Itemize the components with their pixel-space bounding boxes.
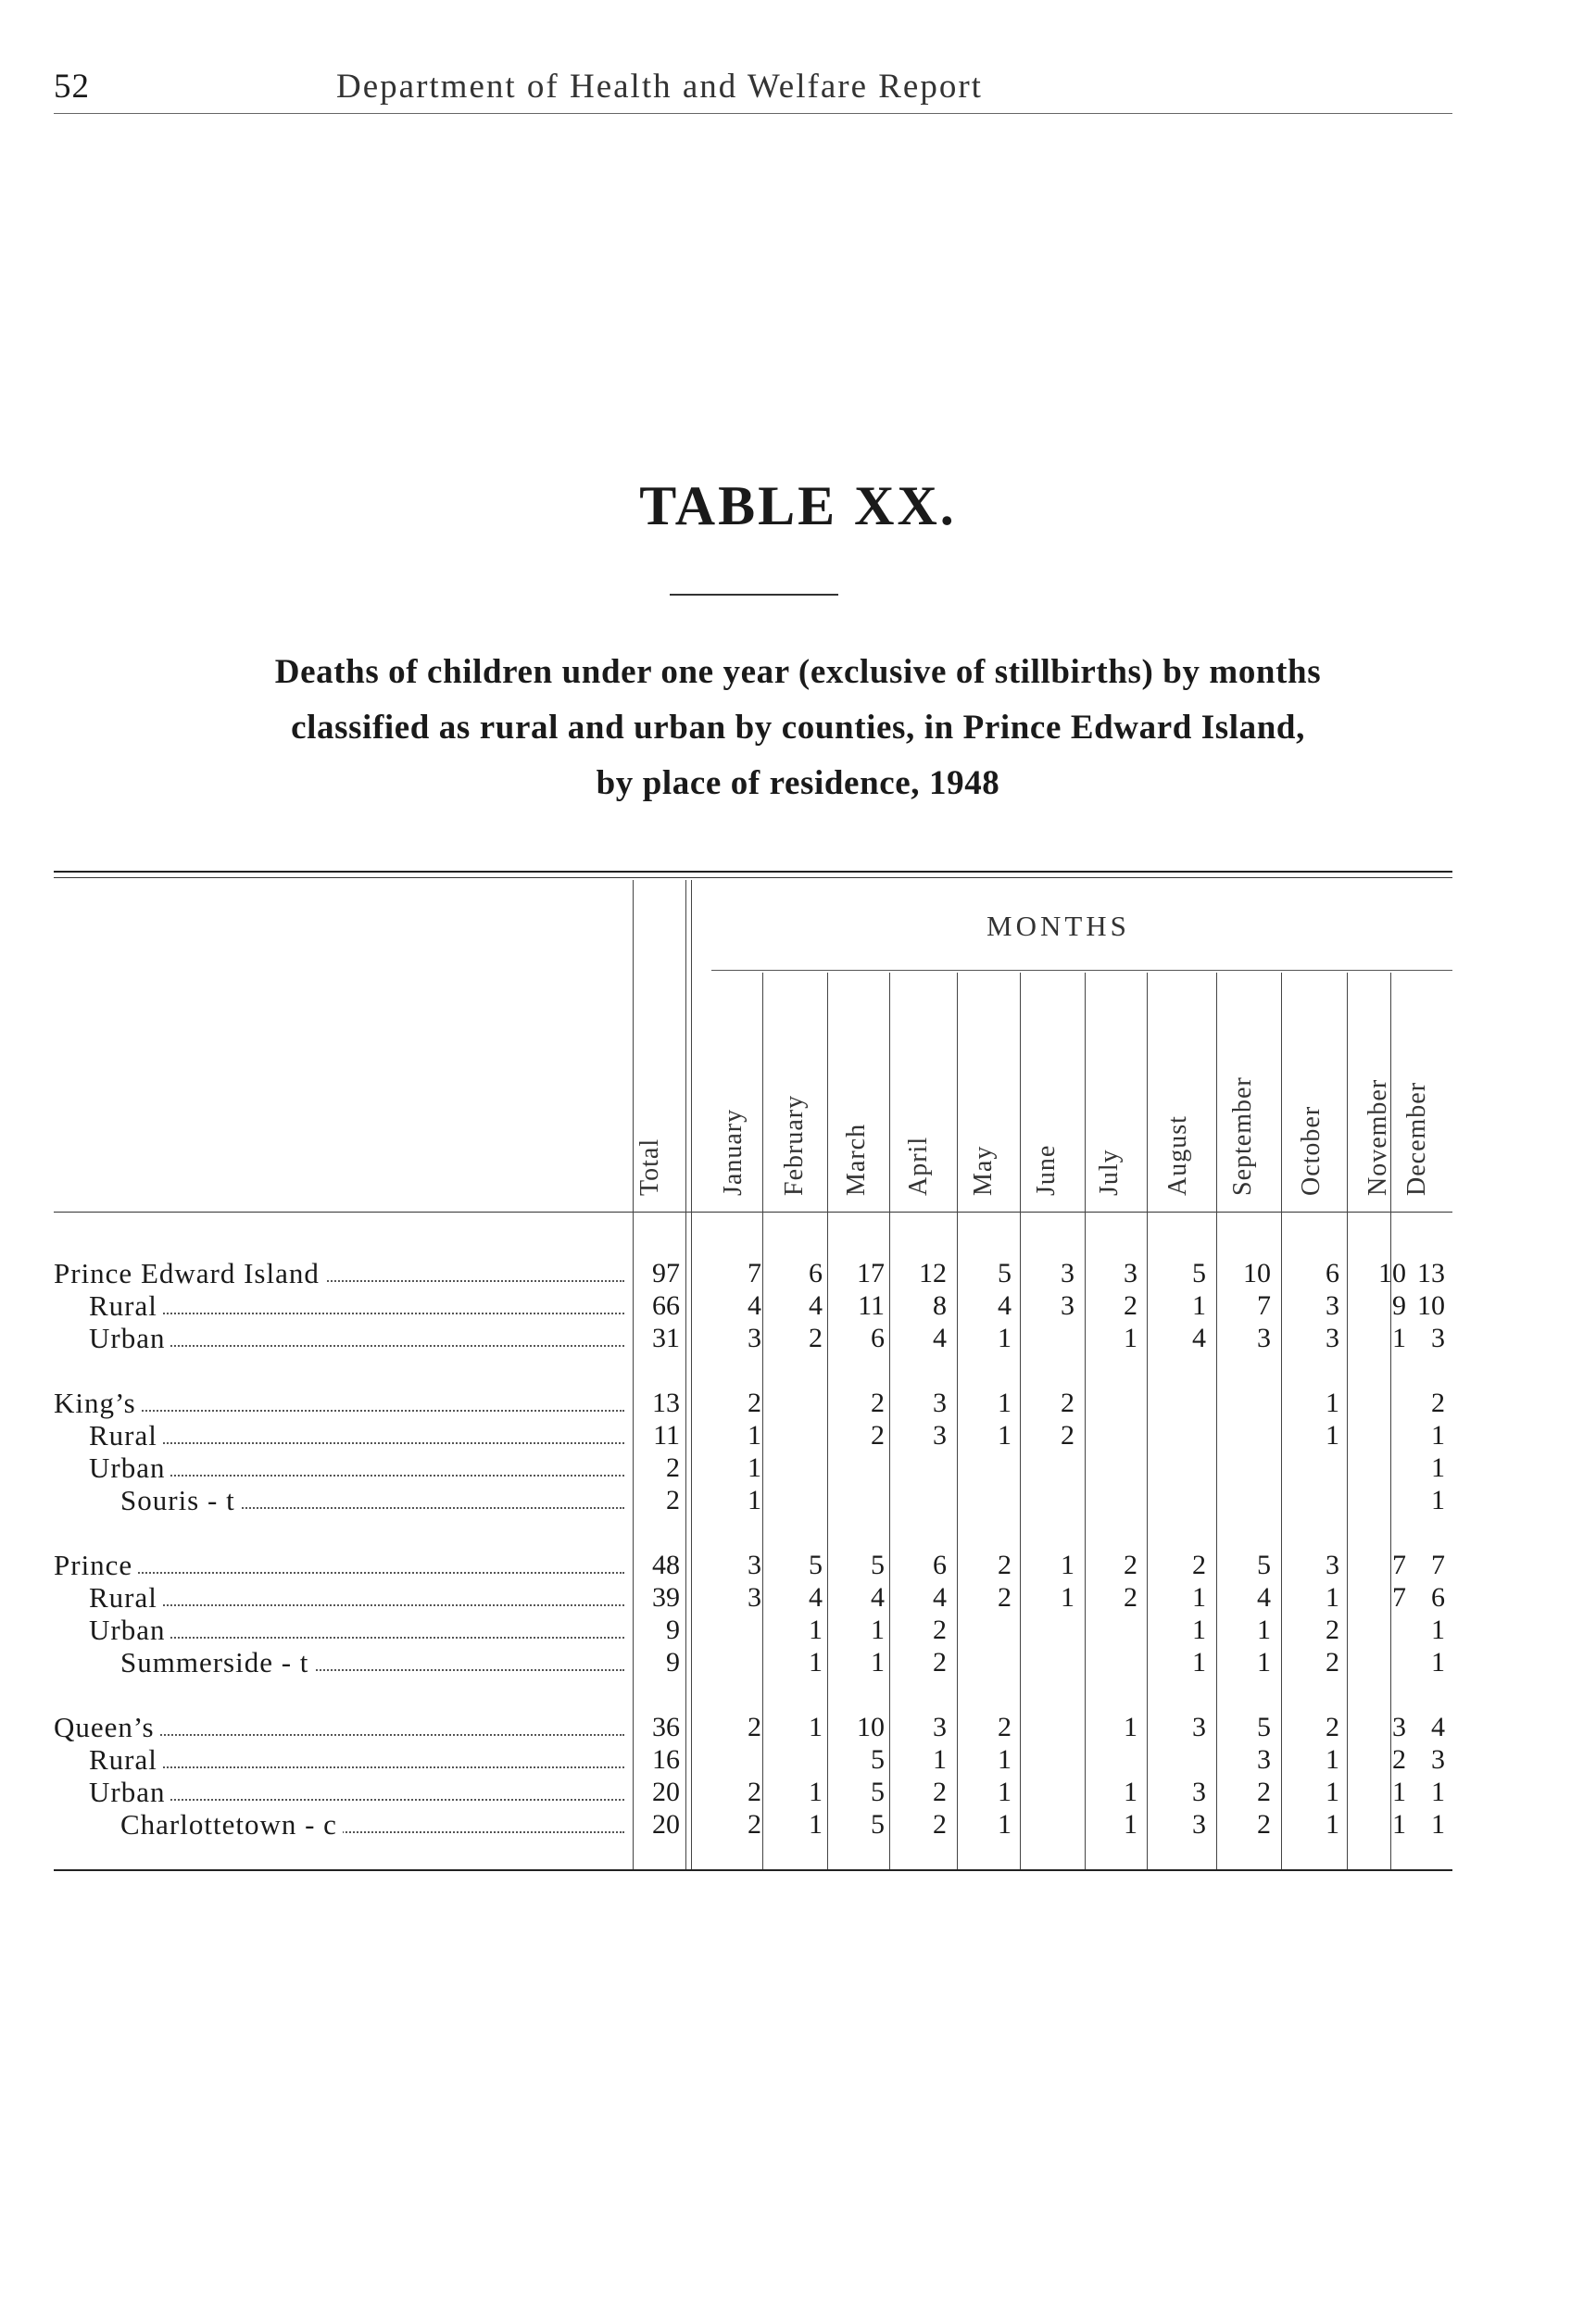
- row-label: [54, 1550, 628, 1581]
- month-cell: 1: [998, 1420, 1012, 1451]
- total-cell: 97: [652, 1258, 680, 1288]
- table-title: TABLE XX.: [639, 475, 957, 536]
- month-cell: 2: [933, 1647, 947, 1678]
- col-header-label: April: [904, 1136, 933, 1196]
- leader-dots: [89, 1313, 624, 1314]
- row-label: [54, 1712, 628, 1743]
- row-label: [120, 1809, 628, 1841]
- row-label-text: Summerside - t: [120, 1647, 314, 1678]
- month-cell: 5: [871, 1550, 885, 1580]
- month-cell: 3: [748, 1582, 761, 1613]
- month-cell: 3: [1326, 1323, 1339, 1353]
- month-cell: 1: [748, 1420, 761, 1451]
- month-cell: 1: [933, 1744, 947, 1775]
- month-cell: 4: [748, 1290, 761, 1321]
- month-cell: 1: [1124, 1323, 1137, 1353]
- total-cell: 2: [666, 1452, 680, 1483]
- total-cell: 39: [652, 1582, 680, 1613]
- month-cell: 1: [1431, 1615, 1445, 1645]
- month-cell: 13: [1417, 1258, 1445, 1288]
- month-cell: 7: [748, 1258, 761, 1288]
- month-cell: 5: [871, 1744, 885, 1775]
- col-header-label: December: [1402, 1081, 1431, 1196]
- month-cell: 2: [998, 1712, 1012, 1742]
- month-cell: 2: [933, 1809, 947, 1840]
- row-label: [54, 1388, 628, 1419]
- row-label: [89, 1744, 628, 1776]
- month-cell: 1: [1326, 1420, 1339, 1451]
- month-cell: 6: [933, 1550, 947, 1580]
- month-cell: 7: [1431, 1550, 1445, 1580]
- month-cell: 5: [1257, 1712, 1271, 1742]
- month-cell: 4: [998, 1290, 1012, 1321]
- col-header-label: January: [719, 1108, 748, 1196]
- total-cell: 36: [652, 1712, 680, 1742]
- month-cell: 3: [748, 1550, 761, 1580]
- month-cell: 6: [809, 1258, 823, 1288]
- month-cell: 2: [933, 1777, 947, 1807]
- total-cell: 16: [652, 1744, 680, 1775]
- col-header-label: March: [842, 1123, 871, 1196]
- leader-dots: [89, 1766, 624, 1768]
- month-cell: 1: [1326, 1744, 1339, 1775]
- row-label-text: Prince Edward Island: [54, 1258, 325, 1289]
- row-label-text: Queen’s: [54, 1712, 160, 1743]
- month-cell: 2: [871, 1420, 885, 1451]
- month-cell: 1: [1124, 1809, 1137, 1840]
- month-cell: 4: [933, 1582, 947, 1613]
- month-cell: 2: [748, 1388, 761, 1418]
- row-label: [89, 1452, 628, 1484]
- month-cell: 1: [1431, 1420, 1445, 1451]
- month-cell: 5: [998, 1258, 1012, 1288]
- month-cell: 10: [1378, 1258, 1406, 1288]
- month-cell: 2: [1257, 1809, 1271, 1840]
- month-cell: 1: [1124, 1712, 1137, 1742]
- month-cell: 3: [1192, 1712, 1206, 1742]
- month-cell: 2: [748, 1809, 761, 1840]
- month-cell: 1: [1061, 1550, 1074, 1580]
- month-cell: 3: [1192, 1809, 1206, 1840]
- table-body: [54, 871, 1452, 1871]
- month-cell: 3: [1431, 1323, 1445, 1353]
- month-cell: 1: [1392, 1323, 1406, 1353]
- col-header-label: November: [1364, 1078, 1392, 1196]
- month-cell: 17: [857, 1258, 885, 1288]
- month-cell: 1: [871, 1647, 885, 1678]
- month-cell: 6: [1326, 1258, 1339, 1288]
- month-cell: 1: [1326, 1388, 1339, 1418]
- row-label-text: Charlottetown - c: [120, 1809, 343, 1841]
- month-cell: 3: [1061, 1290, 1074, 1321]
- row-label-text: Urban: [89, 1452, 170, 1484]
- caption-line-1: Deaths of children under one year (exclusive of stillbirths) by months: [274, 653, 1322, 691]
- month-cell: 10: [1243, 1258, 1271, 1288]
- month-cell: 1: [1431, 1485, 1445, 1515]
- month-cell: 10: [857, 1712, 885, 1742]
- month-cell: 8: [933, 1290, 947, 1321]
- month-cell: 3: [933, 1420, 947, 1451]
- month-cell: 1: [1326, 1809, 1339, 1840]
- month-cell: 1: [1431, 1809, 1445, 1840]
- total-cell: 13: [652, 1388, 680, 1418]
- month-cell: 2: [1061, 1388, 1074, 1418]
- total-cell: 31: [652, 1323, 680, 1353]
- caption-line-3: by place of residence, 1948: [596, 764, 1000, 802]
- month-cell: 1: [998, 1323, 1012, 1353]
- row-label: [120, 1485, 628, 1516]
- col-header-label: October: [1297, 1105, 1326, 1196]
- caption-line-2: classified as rural and urban by counties, in Prince Edward Island,: [291, 709, 1305, 747]
- month-cell: 7: [1392, 1550, 1406, 1580]
- month-cell: 2: [748, 1712, 761, 1742]
- row-label: [89, 1290, 628, 1322]
- month-cell: 3: [1061, 1258, 1074, 1288]
- month-cell: 1: [1326, 1777, 1339, 1807]
- month-cell: 3: [1257, 1744, 1271, 1775]
- month-cell: 2: [1326, 1615, 1339, 1645]
- month-cell: 2: [933, 1615, 947, 1645]
- month-cell: 1: [809, 1647, 823, 1678]
- total-cell: 9: [666, 1647, 680, 1678]
- running-head: [54, 67, 1452, 114]
- month-cell: 7: [1392, 1582, 1406, 1613]
- month-cell: 2: [809, 1323, 823, 1353]
- month-cell: 3: [933, 1388, 947, 1418]
- month-cell: 3: [1326, 1550, 1339, 1580]
- month-cell: 1: [1392, 1777, 1406, 1807]
- month-cell: 2: [1192, 1550, 1206, 1580]
- month-cell: 2: [1124, 1582, 1137, 1613]
- leader-dots: [89, 1604, 624, 1606]
- total-cell: 9: [666, 1615, 680, 1645]
- leader-dots: [54, 1572, 624, 1574]
- month-cell: 1: [1192, 1647, 1206, 1678]
- table-caption: [37, 645, 1559, 811]
- month-cell: 3: [1392, 1712, 1406, 1742]
- month-cell: 1: [998, 1388, 1012, 1418]
- month-cell: 4: [1192, 1323, 1206, 1353]
- month-cell: 6: [871, 1323, 885, 1353]
- month-cell: 1: [1431, 1647, 1445, 1678]
- running-title: Department of Health and Welfare Report: [336, 68, 983, 106]
- month-cell: 5: [809, 1550, 823, 1580]
- total-cell: 20: [652, 1809, 680, 1840]
- month-cell: 2: [1124, 1290, 1137, 1321]
- month-cell: 1: [1192, 1615, 1206, 1645]
- row-label-text: Rural: [89, 1290, 163, 1322]
- month-cell: 11: [858, 1290, 885, 1321]
- page-number: 52: [54, 68, 90, 106]
- month-cell: 2: [1124, 1550, 1137, 1580]
- col-header-label: August: [1163, 1115, 1192, 1196]
- month-cell: 1: [809, 1615, 823, 1645]
- month-cell: 2: [871, 1388, 885, 1418]
- row-label: [54, 1258, 628, 1289]
- month-cell: 1: [809, 1809, 823, 1840]
- month-cell: 1: [998, 1777, 1012, 1807]
- month-cell: 1: [998, 1744, 1012, 1775]
- month-cell: 1: [1124, 1777, 1137, 1807]
- row-label-text: Urban: [89, 1777, 170, 1808]
- month-cell: 2: [748, 1777, 761, 1807]
- month-cell: 1: [998, 1809, 1012, 1840]
- row-label-text: Rural: [89, 1744, 163, 1776]
- total-cell: 2: [666, 1485, 680, 1515]
- month-cell: 2: [1257, 1777, 1271, 1807]
- month-cell: 3: [933, 1712, 947, 1742]
- month-cell: 10: [1417, 1290, 1445, 1321]
- row-label-text: Urban: [89, 1615, 170, 1646]
- row-label-text: Urban: [89, 1323, 170, 1354]
- row-label-text: Rural: [89, 1420, 163, 1452]
- month-cell: 1: [1192, 1290, 1206, 1321]
- row-label-text: Souris - t: [120, 1485, 241, 1516]
- month-cell: 1: [1257, 1615, 1271, 1645]
- total-cell: 66: [652, 1290, 680, 1321]
- month-cell: 1: [1192, 1582, 1206, 1613]
- row-label: [89, 1777, 628, 1808]
- row-label: [89, 1420, 628, 1452]
- month-cell: 6: [1431, 1582, 1445, 1613]
- month-cell: 1: [1431, 1452, 1445, 1483]
- col-header-label: May: [969, 1145, 998, 1196]
- title-rule: [670, 594, 838, 596]
- total-cell: 48: [652, 1550, 680, 1580]
- month-cell: 1: [748, 1452, 761, 1483]
- month-cell: 3: [1326, 1290, 1339, 1321]
- month-cell: 1: [1431, 1777, 1445, 1807]
- month-cell: 2: [1326, 1712, 1339, 1742]
- month-cell: 5: [1192, 1258, 1206, 1288]
- month-cell: 3: [1257, 1323, 1271, 1353]
- month-cell: 4: [809, 1290, 823, 1321]
- row-label-text: Prince: [54, 1550, 138, 1581]
- month-cell: 3: [1124, 1258, 1137, 1288]
- month-cell: 5: [871, 1777, 885, 1807]
- row-label-text: Rural: [89, 1582, 163, 1614]
- month-cell: 2: [1431, 1388, 1445, 1418]
- row-label: [89, 1582, 628, 1614]
- month-cell: 1: [1326, 1582, 1339, 1613]
- row-label: [120, 1647, 628, 1678]
- month-cell: 1: [809, 1712, 823, 1742]
- month-cell: 1: [1061, 1582, 1074, 1613]
- row-label: [89, 1615, 628, 1646]
- month-cell: 12: [919, 1258, 947, 1288]
- row-label-text: King’s: [54, 1388, 142, 1419]
- col-header-label: July: [1095, 1149, 1124, 1196]
- data-table: [54, 871, 1452, 1871]
- month-cell: 2: [998, 1550, 1012, 1580]
- month-cell: 5: [871, 1809, 885, 1840]
- leader-dots: [89, 1442, 624, 1444]
- month-cell: 5: [1257, 1550, 1271, 1580]
- month-cell: 4: [1431, 1712, 1445, 1742]
- month-cell: 4: [933, 1323, 947, 1353]
- month-cell: 3: [1192, 1777, 1206, 1807]
- month-cell: 7: [1257, 1290, 1271, 1321]
- month-cell: 1: [1392, 1809, 1406, 1840]
- month-cell: 2: [998, 1582, 1012, 1613]
- total-cell: 20: [652, 1777, 680, 1807]
- months-header: MONTHS: [987, 910, 1130, 942]
- month-cell: 1: [809, 1777, 823, 1807]
- month-cell: 9: [1392, 1290, 1406, 1321]
- col-header-label: June: [1032, 1144, 1061, 1196]
- month-cell: 4: [809, 1582, 823, 1613]
- month-cell: 1: [748, 1485, 761, 1515]
- month-cell: 4: [871, 1582, 885, 1613]
- month-cell: 2: [1392, 1744, 1406, 1775]
- month-cell: 3: [748, 1323, 761, 1353]
- col-header-label: September: [1228, 1076, 1257, 1196]
- month-cell: 4: [1257, 1582, 1271, 1613]
- month-cell: 2: [1326, 1647, 1339, 1678]
- month-cell: 2: [1061, 1420, 1074, 1451]
- month-cell: 1: [1257, 1647, 1271, 1678]
- total-cell: 11: [653, 1420, 680, 1451]
- month-cell: 3: [1431, 1744, 1445, 1775]
- col-header-label: Total: [635, 1137, 664, 1196]
- month-cell: 1: [871, 1615, 885, 1645]
- col-header-label: February: [780, 1094, 809, 1196]
- row-label: [89, 1323, 628, 1354]
